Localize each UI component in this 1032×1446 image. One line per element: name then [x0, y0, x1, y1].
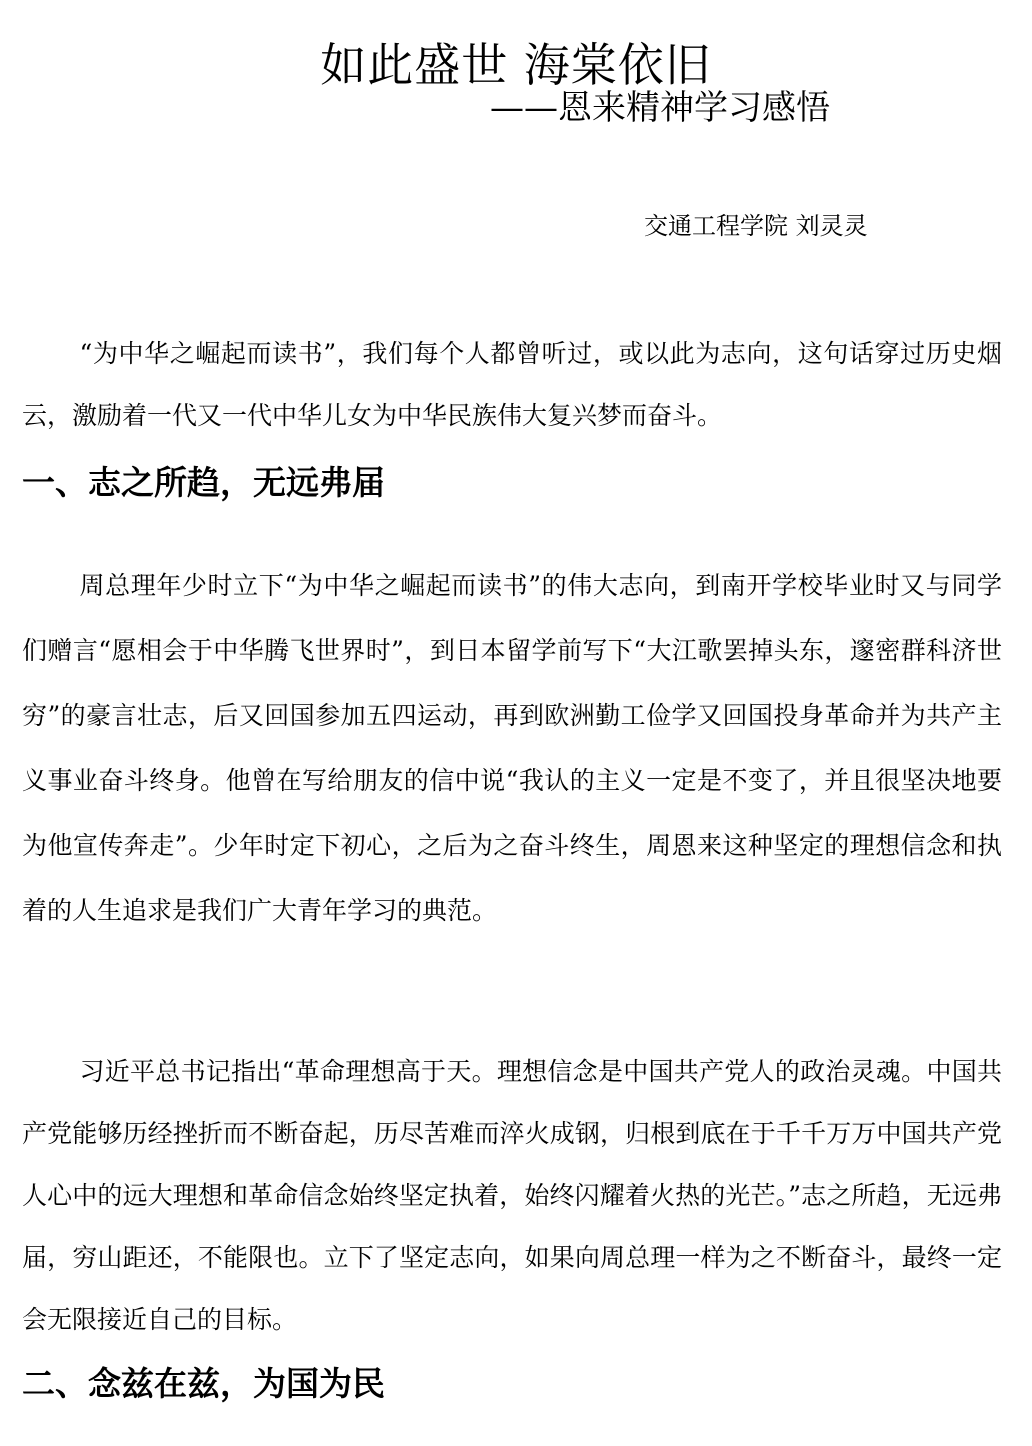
section-1-paragraph-1: 周总理年少时立下“为中华之崛起而读书”的伟大志向，到南开学校毕业时又与同学们赠言“愿相会于中华腾飞世界时”，到日本留学前写下“大江歌罢掉头东，邃密群科济世穷”的豪言壮志，后又回国参加五四运动，再到欧洲勤工俭学又回国投身革命并为共产主义事业奋斗终身。他曾在写给朋友的信中说“我认的主义一定是不变了，并且很坚决地要为他宣传奔走”。少年时定下初心，之后为之奋斗终生，周恩来这种坚定的理想信念和执着的人生追求是我们广大青年学习的典范。 — [22, 571, 1002, 925]
section-1-paragraph-2: 习近平总书记指出“革命理想高于天。理想信念是中国共产党人的政治灵魂。中国共产党能够历经挫折而不断奋起，历尽苦难而淬火成钢，归根到底在于千千万万中国共产党人心中的远大理想和革命信念始终坚定执着，始终闪耀着火热的光芒。”志之所趋，无远弗届，穷山距还，不能限也。立下了坚定志向，如果向周总理一样为之不断奋斗，最终一定会无限接近自己的目标。 — [22, 1057, 1002, 1334]
section-2-heading: 二、念兹在兹，为国为民 — [22, 1364, 385, 1403]
document-subtitle: ——恩来精神学习感悟 — [490, 88, 830, 128]
author-line: 交通工程学院 刘灵灵 — [644, 212, 868, 240]
section-1-heading: 一、志之所趋，无远弗届 — [22, 463, 385, 502]
intro-paragraph: “为中华之崛起而读书”，我们每个人都曾听过，或以此为志向，这句话穿过历史烟云，激励着一代又一代中华儿女为中华民族伟大复兴梦而奋斗。 — [22, 339, 1002, 430]
document-title: 如此盛世 海棠依旧 — [320, 37, 712, 92]
